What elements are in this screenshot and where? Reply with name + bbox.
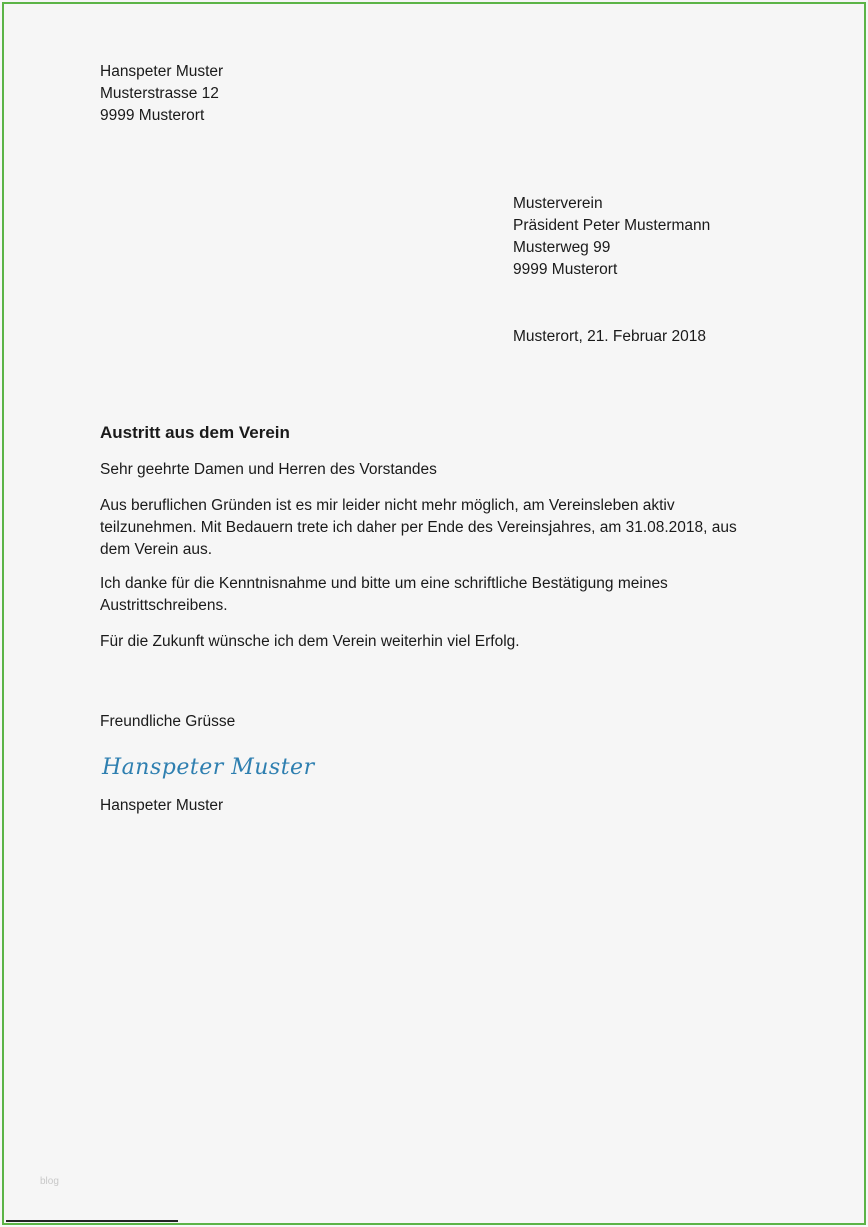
paragraph-line: dem Verein aus. [100,541,213,558]
recipient-city: 9999 Musterort [513,261,618,278]
paragraph-line: Austrittschreibens. [100,597,228,614]
paragraph-2 [100,573,668,617]
recipient-organization: Musterverein [513,195,603,212]
salutation: Sehr geehrte Damen und Herren des Vorstandes [100,461,437,478]
paragraph-line: Für die Zukunft wünsche ich dem Verein weiterhin viel Erfolg. [100,633,520,650]
sender-address [100,61,223,127]
signer-name: Hanspeter Muster [100,797,224,814]
paragraph-line: Ich danke für die Kenntnisnahme und bitte um eine schriftliche Bestätigung meines [100,575,668,592]
recipient-person: Präsident Peter Mustermann [513,217,711,234]
closing-greeting: Freundliche Grüsse [100,713,236,730]
paragraph-1 [100,495,737,561]
sender-city: 9999 Musterort [100,107,205,124]
bottom-rule [6,1220,178,1222]
paragraph-line: teilzunehmen. Mit Bedauern trete ich daher per Ende des Vereinsjahres, am 31.08.2018, aus [100,519,737,536]
paragraph-line: Aus beruflichen Gründen ist es mir leider nicht mehr möglich, am Vereinsleben aktiv [100,497,675,514]
handwritten-signature: Hanspeter Muster [102,755,315,780]
sender-name: Hanspeter Muster [100,63,224,80]
sender-street: Musterstrasse 12 [100,85,219,102]
paragraph-3 [100,631,520,653]
recipient-street: Musterweg 99 [513,239,611,256]
watermark: blog [40,1176,59,1187]
recipient-address [513,193,710,281]
date-line: Musterort, 21. Februar 2018 [513,328,706,345]
letter-subject: Austritt aus dem Verein [100,423,290,442]
